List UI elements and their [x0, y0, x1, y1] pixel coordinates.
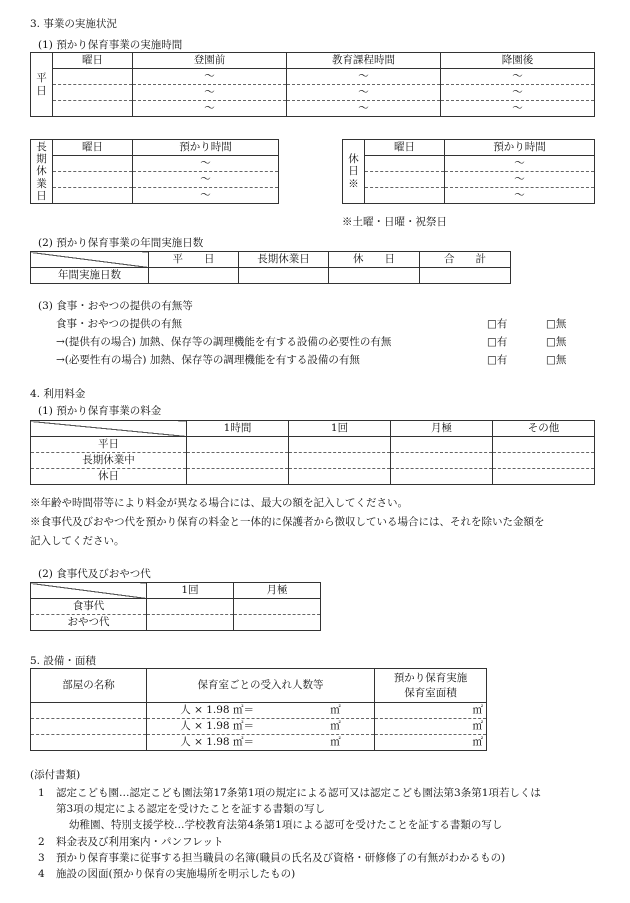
day-cell[interactable]: [53, 156, 133, 172]
room-name-cell[interactable]: [31, 719, 147, 735]
fee-cell[interactable]: [234, 599, 321, 615]
time-cell[interactable]: ～: [133, 188, 279, 204]
attach-1-number: 1: [38, 787, 45, 799]
time-cell[interactable]: ～: [133, 156, 279, 172]
diagonal-cell: [31, 583, 147, 599]
attach-1-line-c: 幼稚園、特別支援学校…学校教育法第4条第1項による認可を受けたことを証する書類の写し: [69, 819, 503, 831]
header-room-name: 部屋の名称: [31, 669, 147, 703]
fee-cell[interactable]: [187, 437, 289, 453]
fee-cell[interactable]: [391, 453, 493, 469]
fee-row-holiday: 休日: [31, 469, 187, 485]
attach-4-number: 4: [38, 868, 45, 880]
header-long-break: 長期休業日: [239, 252, 329, 268]
attach-4-text: 施設の図面(預かり保育の実施場所を明示したもの): [56, 868, 296, 880]
header-room-area-line1: 預かり保育実施: [393, 672, 468, 685]
header-care-time: 預かり時間: [133, 140, 279, 156]
header-before-arrival: 登園前: [133, 53, 287, 69]
weekday-label: 平日: [31, 53, 53, 117]
meal-fee-table: [30, 582, 321, 631]
time-cell[interactable]: ～: [445, 156, 595, 172]
subsection-4-2-title: (2) 食事代及びおやつ代: [38, 568, 151, 580]
fee-note-2b: 記入してください。: [30, 535, 125, 547]
header-day: 曜日: [53, 140, 133, 156]
time-cell[interactable]: ～: [441, 69, 595, 85]
day-cell[interactable]: [53, 85, 133, 101]
facility-area-table: [30, 668, 487, 751]
unit-m2: ㎡: [330, 720, 341, 733]
time-cell[interactable]: ～: [441, 85, 595, 101]
day-cell[interactable]: [365, 188, 445, 204]
fee-note-1: ※年齢や時間帯等により料金が異なる場合には、最大の額を記入してください。: [30, 497, 408, 509]
time-cell[interactable]: ～: [133, 101, 287, 117]
area-cell[interactable]: ㎡: [375, 719, 487, 735]
fee-cell[interactable]: [493, 453, 595, 469]
yes-checkbox[interactable]: □有: [487, 354, 508, 366]
question-meal-provision: 食事・おやつの提供の有無: [56, 318, 182, 330]
area-cell[interactable]: ㎡: [375, 703, 487, 719]
fee-cell[interactable]: [234, 615, 321, 631]
time-cell[interactable]: ～: [133, 69, 287, 85]
meal-fee-label: 食事代: [31, 599, 147, 615]
fee-cell[interactable]: [289, 453, 391, 469]
no-checkbox[interactable]: □無: [546, 318, 567, 330]
capacity-formula: 人 × 1.98 ㎡＝: [180, 720, 254, 733]
holiday-label: 休日※: [343, 140, 365, 204]
fee-cell[interactable]: [289, 437, 391, 453]
time-cell[interactable]: ～: [133, 172, 279, 188]
capacity-cell[interactable]: [147, 719, 375, 735]
time-cell[interactable]: ～: [287, 69, 441, 85]
attach-3-number: 3: [38, 852, 45, 864]
header-total: 合 計: [420, 252, 511, 268]
header-room-area-line2: 保育室面積: [404, 686, 457, 699]
room-name-cell[interactable]: [31, 735, 147, 751]
fee-cell[interactable]: [493, 437, 595, 453]
yes-checkbox[interactable]: □有: [487, 318, 508, 330]
question-cooking-need: →(提供有の場合) 加熱、保存等の調理機能を有する設備の必要性の有無: [56, 336, 392, 348]
fee-cell[interactable]: [147, 615, 234, 631]
subsection-3-3-title: (3) 食事・おやつの提供の有無等: [38, 300, 193, 312]
attach-1-line-b: 第3項の規定による認定を受けたことを証する書類の写し: [56, 803, 326, 815]
holiday-note: ※土曜・日曜・祝祭日: [342, 216, 447, 228]
header-room-area: [375, 669, 487, 703]
yes-checkbox[interactable]: □有: [487, 336, 508, 348]
diagonal-cell: [31, 252, 149, 268]
time-cell[interactable]: ～: [287, 85, 441, 101]
fee-cell[interactable]: [391, 469, 493, 485]
time-cell[interactable]: ～: [441, 101, 595, 117]
capacity-cell[interactable]: [147, 703, 375, 719]
value-cell[interactable]: [239, 268, 329, 284]
time-cell[interactable]: ～: [445, 172, 595, 188]
fee-cell[interactable]: [391, 437, 493, 453]
fee-cell[interactable]: [493, 469, 595, 485]
header-per-visit: 1回: [147, 583, 234, 599]
no-checkbox[interactable]: □無: [546, 336, 567, 348]
capacity-cell[interactable]: [147, 735, 375, 751]
value-cell[interactable]: [420, 268, 511, 284]
header-other: その他: [493, 421, 595, 437]
capacity-formula: 人 × 1.98 ㎡＝: [180, 736, 254, 749]
fee-cell[interactable]: [147, 599, 234, 615]
time-cell[interactable]: ～: [133, 85, 287, 101]
attach-1-line-a: 認定こども園…認定こども園法第17条第1項の規定による認可又は認定こども園法第3条第1項若しくは: [56, 787, 541, 799]
day-cell[interactable]: [53, 101, 133, 117]
annual-days-table: [30, 251, 511, 284]
day-cell[interactable]: [365, 156, 445, 172]
attachments-title: (添付書類): [30, 769, 81, 781]
subsection-3-1-title: (1) 預かり保育事業の実施時間: [38, 39, 183, 51]
diagonal-cell: [31, 421, 187, 437]
section-3-title: 3. 事業の実施状況: [30, 18, 117, 30]
day-cell[interactable]: [53, 172, 133, 188]
header-curriculum-time: 教育課程時間: [287, 53, 441, 69]
weekday-hours-table: [30, 52, 595, 117]
subsection-3-2-title: (2) 預かり保育事業の年間実施日数: [38, 237, 204, 249]
holiday-hours-table: [342, 139, 595, 204]
question-cooking-equipment: →(必要性有の場合) 加熱、保存等の調理機能を有する設備の有無: [56, 354, 360, 366]
attach-3-text: 預かり保育事業に従事する担当職員の名簿(職員の氏名及び資格・研修修了の有無がわかるもの): [56, 852, 506, 864]
header-day: 曜日: [53, 53, 133, 69]
header-monthly: 月極: [234, 583, 321, 599]
snack-fee-label: おやつ代: [31, 615, 147, 631]
room-name-cell[interactable]: [31, 703, 147, 719]
fee-row-weekday: 平日: [31, 437, 187, 453]
value-cell[interactable]: [329, 268, 420, 284]
fee-row-long-break: 長期休業中: [31, 453, 187, 469]
subsection-4-1-title: (1) 預かり保育事業の料金: [38, 405, 162, 417]
fee-note-2a: ※食事代及びおやつ代を預かり保育の料金と一体的に保護者から徴収している場合には、それを除いた金額を: [30, 516, 545, 528]
day-cell[interactable]: [53, 69, 133, 85]
header-monthly: 月極: [391, 421, 493, 437]
day-cell[interactable]: [365, 172, 445, 188]
header-care-time: 預かり時間: [445, 140, 595, 156]
header-capacity: 保育室ごとの受入れ人数等: [147, 669, 375, 703]
attach-2-text: 料金表及び利用案内・パンフレット: [56, 836, 224, 848]
long-break-label: 長期休業日: [31, 140, 53, 204]
unit-m2: ㎡: [330, 704, 341, 717]
long-break-hours-table: [30, 139, 279, 204]
fee-cell[interactable]: [289, 469, 391, 485]
section-4-title: 4. 利用料金: [30, 388, 86, 400]
attach-2-number: 2: [38, 836, 45, 848]
header-day: 曜日: [365, 140, 445, 156]
header-weekday: 平 日: [149, 252, 239, 268]
time-cell[interactable]: ～: [287, 101, 441, 117]
unit-m2: ㎡: [330, 736, 341, 749]
fee-cell[interactable]: [187, 453, 289, 469]
header-per-hour: 1時間: [187, 421, 289, 437]
annual-days-label: 年間実施日数: [31, 268, 149, 284]
fee-cell[interactable]: [187, 469, 289, 485]
capacity-formula: 人 × 1.98 ㎡＝: [180, 704, 254, 717]
no-checkbox[interactable]: □無: [546, 354, 567, 366]
fee-table: [30, 420, 595, 485]
area-cell[interactable]: ㎡: [375, 735, 487, 751]
value-cell[interactable]: [149, 268, 239, 284]
header-holiday: 休 日: [329, 252, 420, 268]
header-after-departure: 降園後: [441, 53, 595, 69]
day-cell[interactable]: [53, 188, 133, 204]
time-cell[interactable]: ～: [445, 188, 595, 204]
section-5-title: 5. 設備・面積: [30, 655, 96, 667]
header-per-visit: 1回: [289, 421, 391, 437]
